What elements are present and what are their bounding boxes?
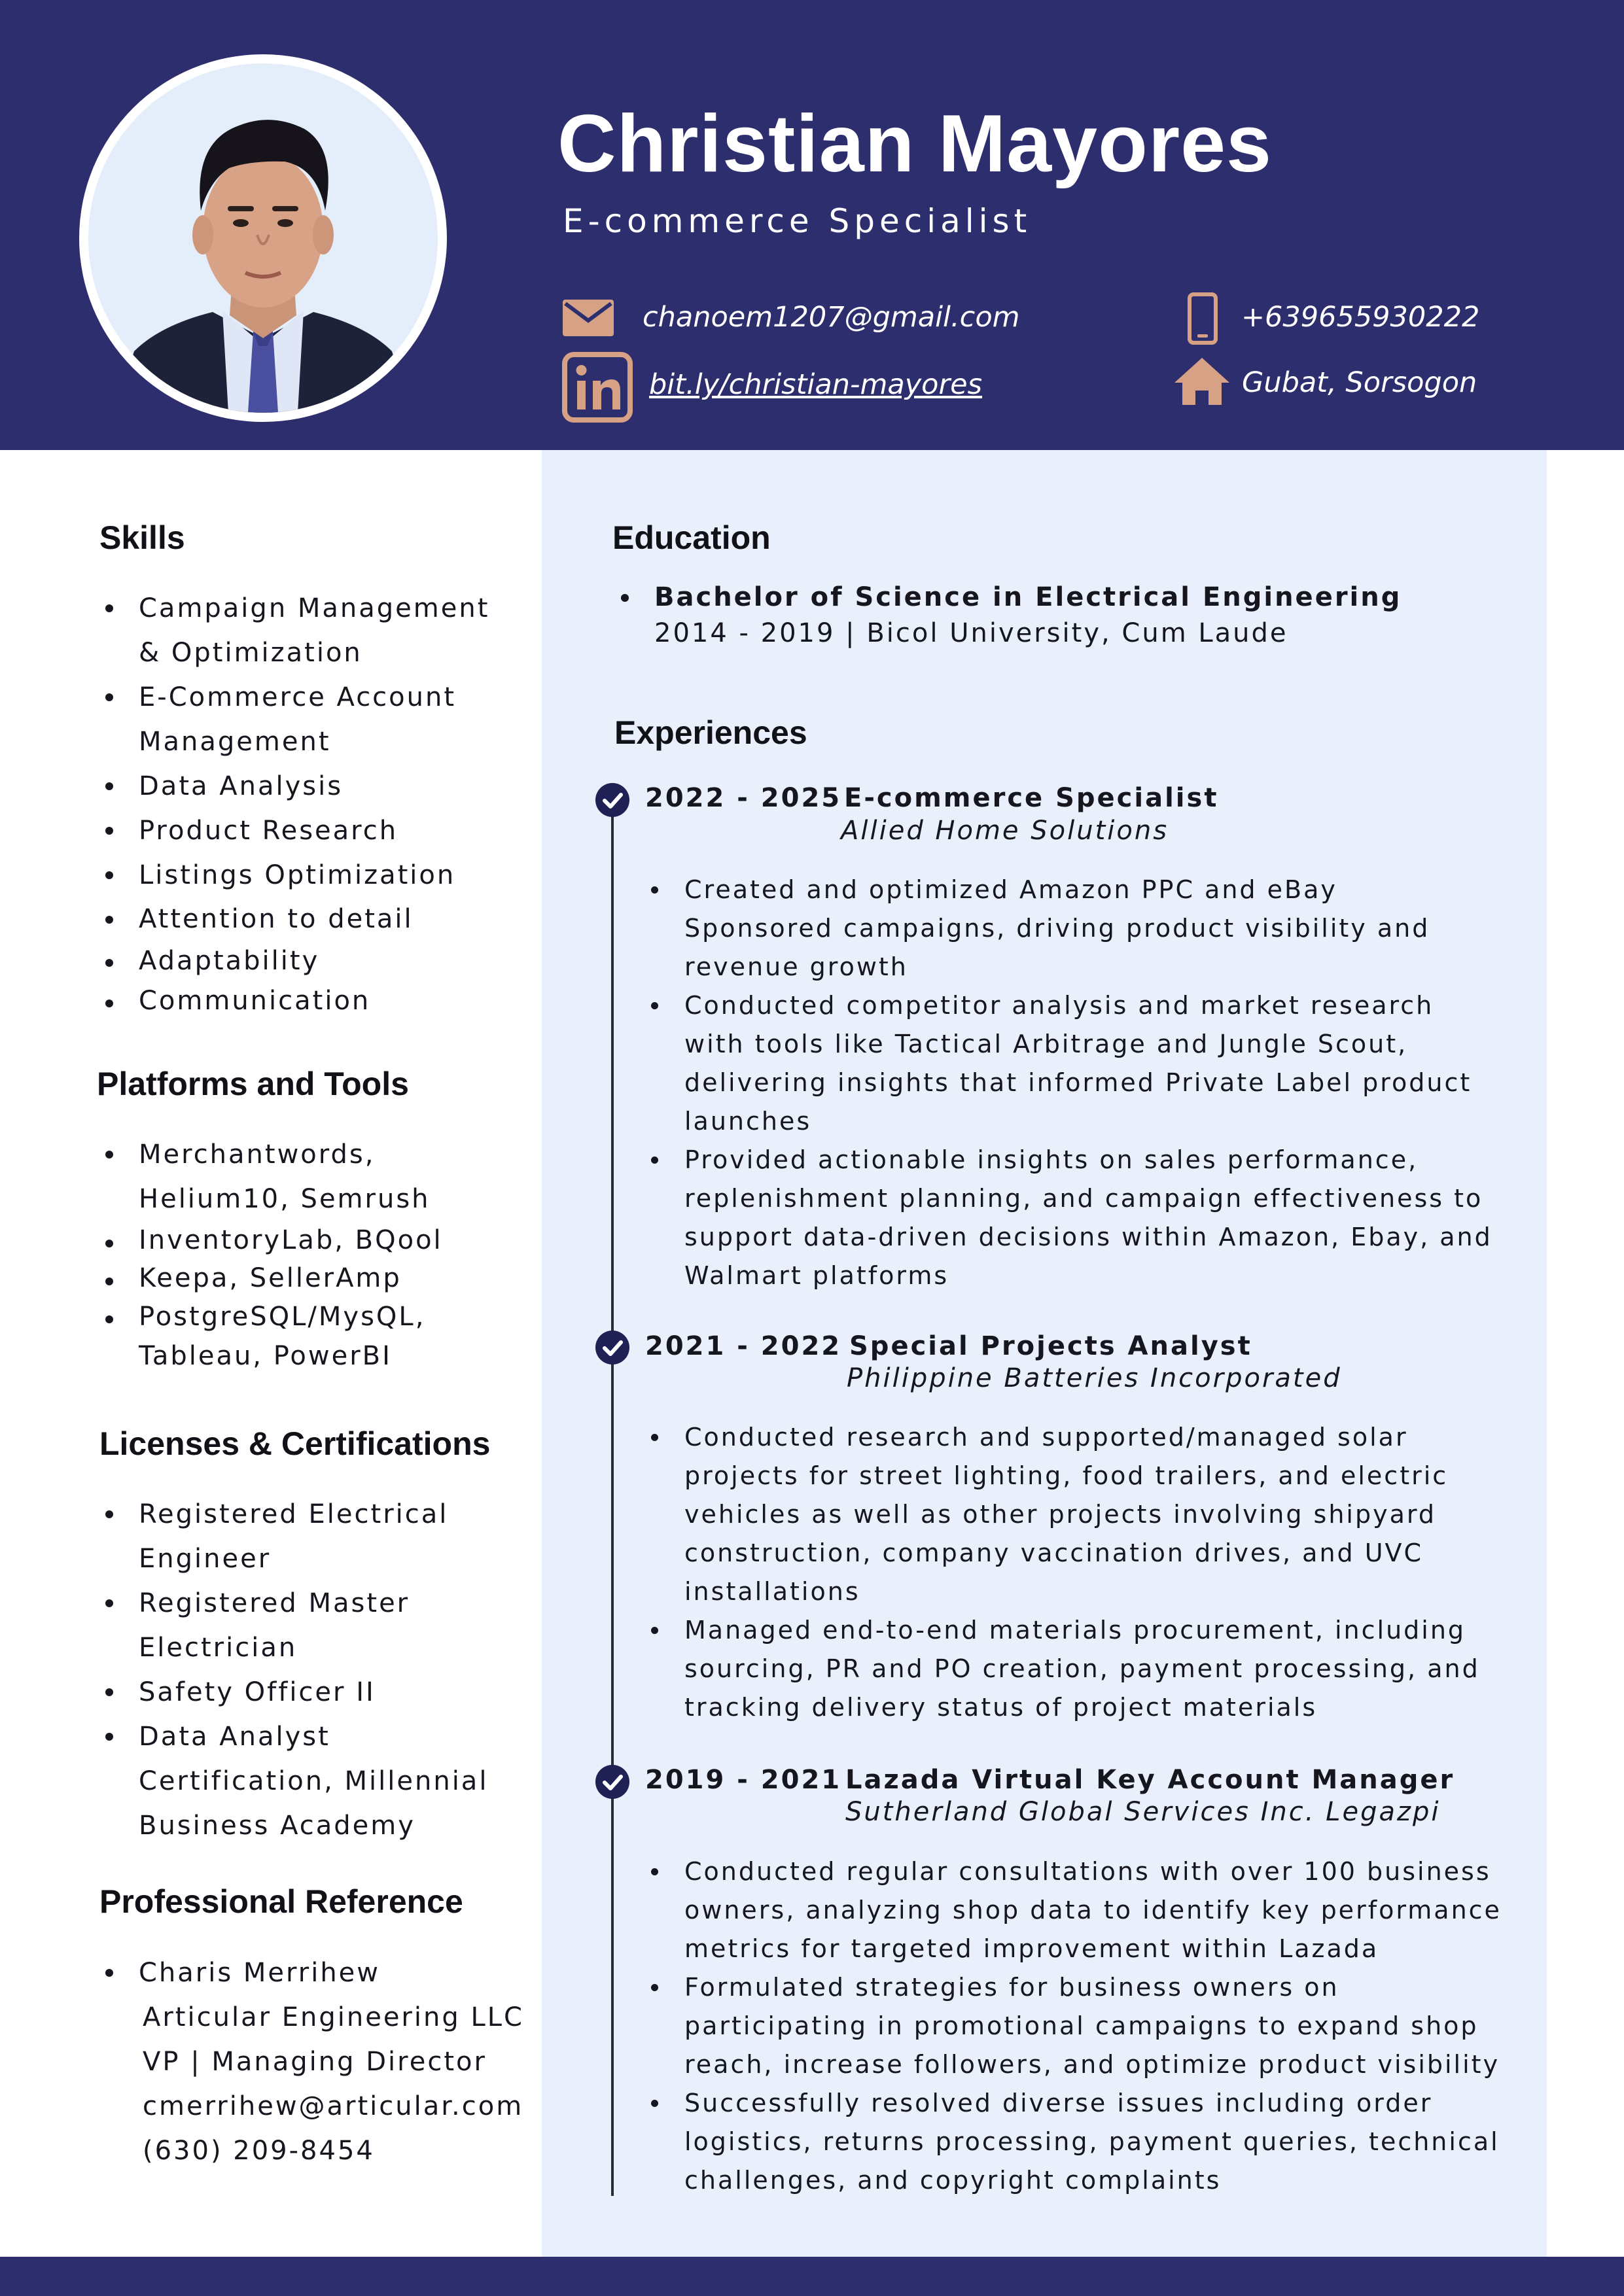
check-circle-icon [595,1764,630,1800]
experience-company: Philippine Batteries Incorporated [847,1363,1342,1393]
linkedin-link[interactable]: bit.ly/christian-mayores [649,368,983,401]
experience-years: 2021 - 2022 [645,1331,842,1361]
email-icon [563,300,614,336]
linkedin-icon [561,351,633,423]
skills-heading: Skills [99,519,185,556]
home-icon [1173,357,1231,406]
skills-list [99,586,489,1020]
list-item: Listings Optimization [99,853,489,897]
profile-photo [88,63,438,413]
experience-role: Special Projects Analyst [849,1331,1252,1361]
list-item: Conducted competitor analysis and market research with tools like Tactical Arbitrage and Jungle Scout, delivering insights that informed Private Label product launches [646,986,1492,1141]
list-item: Formulated strategies for business owners on participating in promotional campaigns to expand shop reach, increase followers, and optimize product visibility [646,1968,1502,2084]
candidate-name: Christian Mayores [557,99,1273,189]
licenses-list [99,1492,488,1848]
list-item: Attention to detail [99,897,489,941]
list-item: Campaign Management & Optimization [99,586,489,675]
phone-icon [1188,292,1218,345]
list-item: E-Commerce Account Management [99,675,489,764]
reference-name: Charis Merrihew [99,1951,524,1995]
list-item: PostgreSQL/MysQL, Tableau, PowerBI [99,1297,443,1376]
email-text[interactable]: chanoem1207@gmail.com [643,301,1020,334]
list-item: Data Analyst Certification, Millennial Business Academy [99,1714,488,1848]
reference-phone[interactable]: (630) 209-8454 [143,2136,375,2166]
list-item: Merchantwords, Helium10, Semrush [99,1132,443,1221]
licenses-heading: Licenses & Certifications [99,1425,491,1462]
list-item: Adaptability [99,941,489,981]
list-item: InventoryLab, BQool [99,1221,443,1259]
experience-years: 2022 - 2025 [645,783,842,813]
experience-role: E-commerce Specialist [844,783,1219,813]
list-item: Product Research [99,809,489,853]
experience-heading: Experiences [614,714,807,751]
list-item: Communication [99,981,489,1020]
list-item: Registered Electrical Engineer [99,1492,488,1581]
phone-text[interactable]: +639655930222 [1241,301,1480,334]
experience-role: Lazada Virtual Key Account Manager [845,1765,1455,1795]
education-heading: Education [612,519,771,556]
reference-heading: Professional Reference [99,1883,463,1920]
list-item: Provided actionable insights on sales performance, replenishment planning, and campaign effectiveness to support data-driven decisions within Amazon, Ebay, and Walmart platforms [646,1141,1492,1295]
experience-bullets [646,1852,1502,2200]
reference-position: VP | Managing Director [143,2047,487,2077]
list-item: Successfully resolved diverse issues including order logistics, returns processing, payment queries, technical challenges, and copyright complaints [646,2084,1502,2200]
platforms-heading: Platforms and Tools [97,1066,409,1102]
footer-band [0,2257,1624,2296]
reference-list [99,1951,524,2173]
degree-detail: 2014 - 2019 | Bicol University, Cum Laude [654,618,1288,648]
experience-bullets [646,871,1492,1295]
list-item: Created and optimized Amazon PPC and eBay Sponsored campaigns, driving product visibility and revenue growth [646,871,1492,986]
platforms-list [99,1132,443,1376]
location-text: Gubat, Sorsogon [1242,366,1477,399]
list-item: Managed end-to-end materials procurement, including sourcing, PR and PO creation, payment processing, and tracking delivery status of project materials [646,1611,1480,1727]
list-item: Data Analysis [99,764,489,809]
experience-company: Sutherland Global Services Inc. Legazpi [845,1797,1441,1827]
experience-company: Allied Home Solutions [841,816,1169,846]
timeline-line [611,799,614,2196]
list-item: Registered Master Electrician [99,1581,488,1670]
reference-company: Articular Engineering LLC [143,2002,524,2032]
list-item: Conducted research and supported/managed solar projects for street lighting, food trailers, and electric vehicles as well as other projects involving shipyard construction, company vaccination drives, and UVC installations [646,1418,1480,1611]
check-circle-icon [595,782,630,818]
list-item: Conducted regular consultations with over 100 business owners, analyzing shop data to identify key performance metrics for targeted improvement within Lazada [646,1852,1502,1968]
experience-years: 2019 - 2021 [645,1765,842,1795]
reference-email[interactable]: cmerrihew@articular.com [143,2091,524,2121]
check-circle-icon [595,1330,630,1365]
list-item: Keepa, SellerAmp [99,1259,443,1297]
job-title: E-commerce Specialist [563,202,1032,240]
list-item: Safety Officer II [99,1670,488,1714]
degree: Bachelor of Science in Electrical Engineering [654,582,1402,612]
experience-bullets [646,1418,1480,1727]
